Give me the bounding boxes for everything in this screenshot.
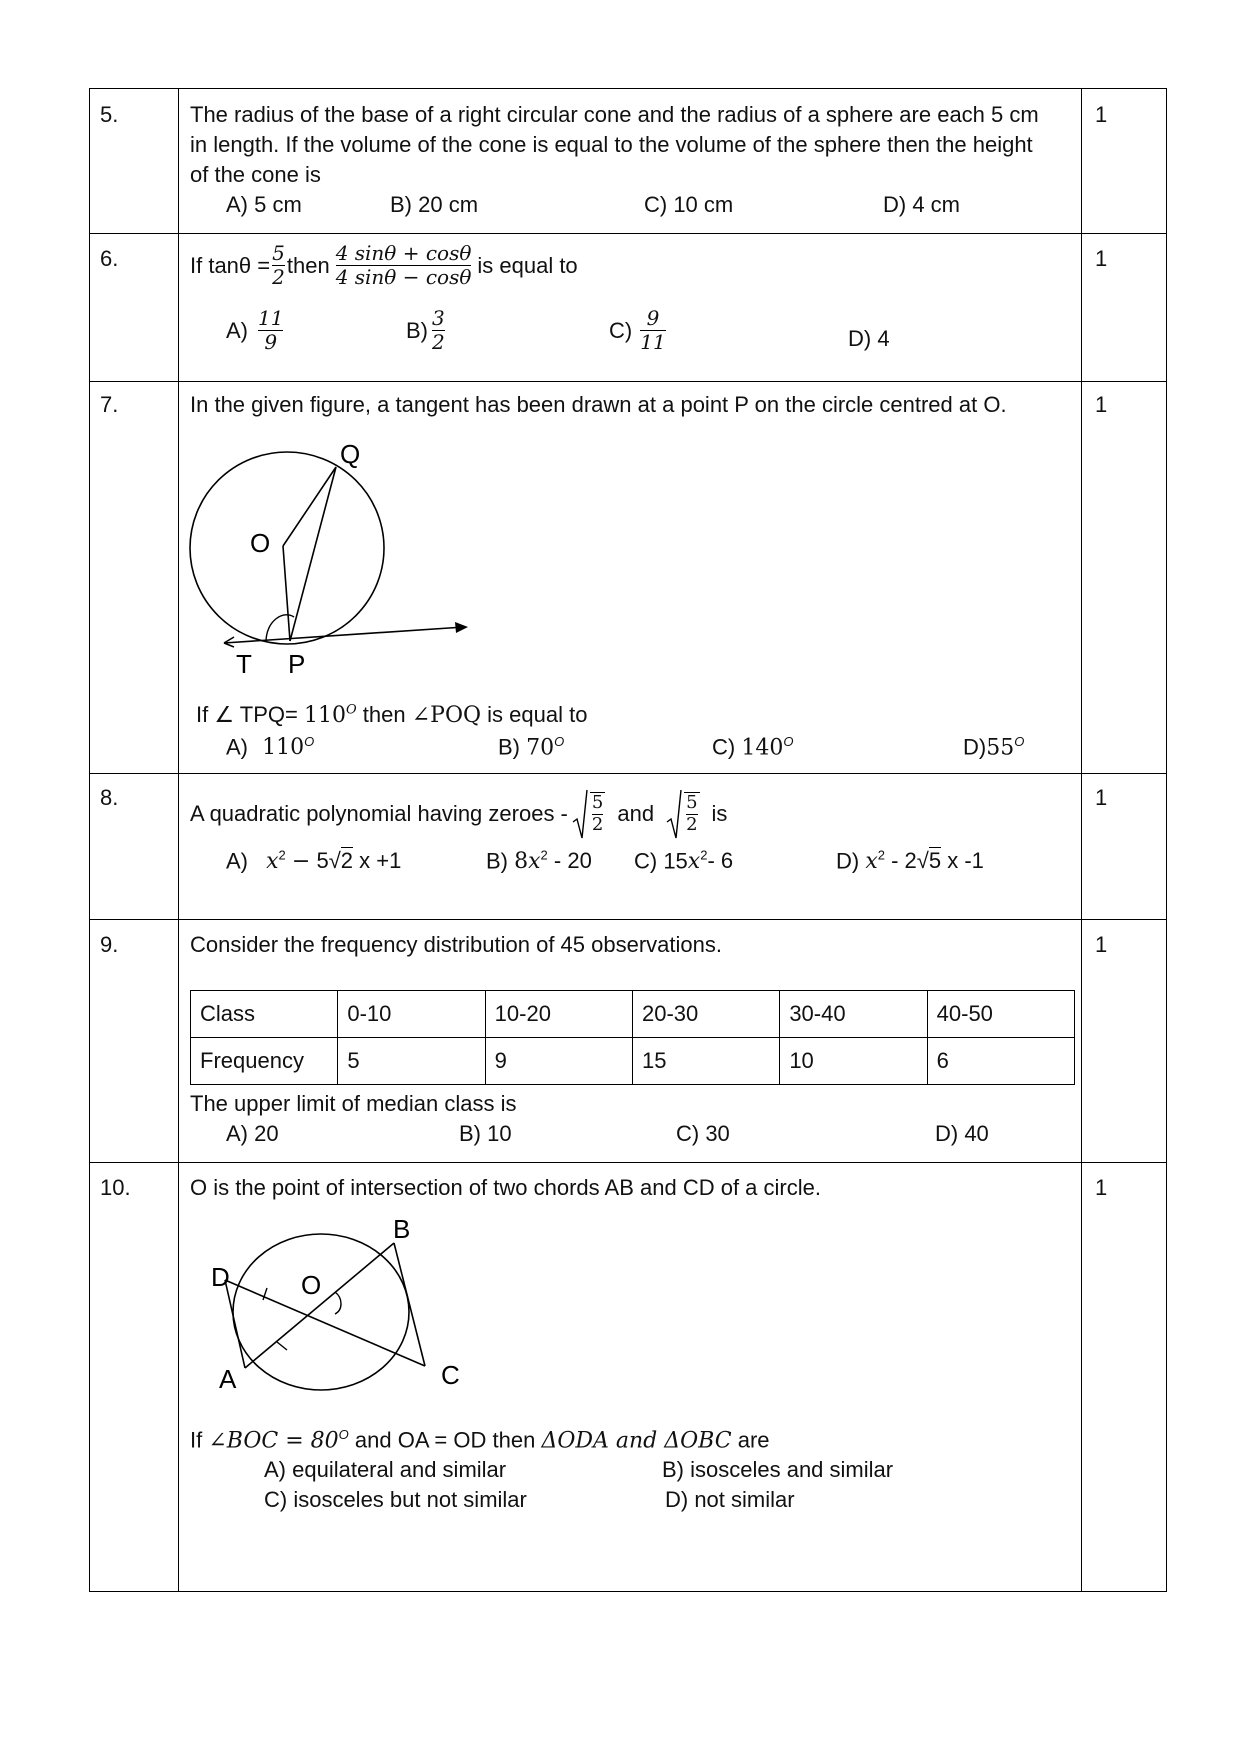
option-label: A) bbox=[226, 848, 248, 874]
option-label: D) bbox=[963, 734, 987, 760]
question-text: The upper limit of median class is bbox=[190, 1091, 517, 1116]
question-stem bbox=[196, 702, 587, 728]
stem-is: is bbox=[711, 801, 728, 826]
numerator: 5 bbox=[591, 792, 604, 814]
label-d: D bbox=[211, 1262, 230, 1292]
label-q: Q bbox=[340, 439, 361, 469]
option-expression: $x^2-$ 6 bbox=[687, 848, 734, 875]
option-label: D) bbox=[836, 848, 860, 874]
option-b: B) isosceles and similar bbox=[662, 1457, 894, 1482]
denominator: 2 bbox=[686, 814, 698, 835]
stem-prefix: If ∠ TPQ= bbox=[196, 702, 298, 727]
table-cell: 0-10 bbox=[338, 991, 485, 1038]
question-number: 7. bbox=[100, 392, 119, 417]
segment-oq bbox=[283, 467, 336, 546]
stem-then: then bbox=[286, 252, 330, 278]
stem-suffix: is equal to bbox=[487, 702, 588, 727]
question-number: 5. bbox=[100, 102, 119, 127]
table-cell: 5 bbox=[338, 1038, 485, 1085]
stem-are: are bbox=[737, 1427, 770, 1453]
option-expression: $x^2 - 5√2$ x +1 bbox=[266, 848, 402, 875]
denominator: 2 bbox=[272, 265, 285, 289]
stem-tail: is equal to bbox=[477, 252, 578, 278]
marks: 1 bbox=[1095, 1175, 1108, 1200]
table-cell: 9 bbox=[485, 1038, 632, 1085]
option-fraction bbox=[258, 307, 283, 354]
table-cell: 10 bbox=[780, 1038, 927, 1085]
question-number: 9. bbox=[100, 932, 119, 957]
stem-prefix: A quadratic polynomial having zeroes - bbox=[190, 801, 568, 826]
angle-name: ∠POQ bbox=[411, 703, 482, 728]
table-cell: 20-30 bbox=[632, 991, 779, 1038]
option-label: C) bbox=[609, 317, 633, 343]
radicand bbox=[684, 792, 699, 835]
tick-mark bbox=[277, 1342, 287, 1350]
table-cell: 10-20 bbox=[485, 991, 632, 1038]
numerator: 5 bbox=[686, 792, 698, 814]
value: 110 bbox=[303, 703, 346, 728]
numerator: 3 bbox=[432, 306, 445, 330]
table-cell: 6 bbox=[927, 1038, 1074, 1085]
denominator: 4 sinθ − cosθ bbox=[335, 265, 472, 289]
angle-value bbox=[304, 703, 357, 728]
label-t: T bbox=[236, 649, 252, 679]
label-o: O bbox=[301, 1270, 322, 1300]
table-cell: Class bbox=[191, 991, 338, 1038]
degree-mark: O bbox=[304, 734, 315, 749]
denominator: 2 bbox=[591, 814, 604, 835]
option-d: D) 40 bbox=[935, 1121, 989, 1146]
table-row bbox=[191, 1038, 1075, 1085]
label-b: B bbox=[393, 1214, 411, 1244]
label-a: A bbox=[219, 1364, 237, 1394]
frequency-table bbox=[190, 990, 1075, 1085]
stem-if: If bbox=[190, 1427, 203, 1453]
option-b bbox=[486, 848, 592, 874]
option-d bbox=[963, 734, 1024, 760]
chords-figure bbox=[195, 1210, 460, 1394]
circle bbox=[233, 1234, 409, 1390]
angle-arc bbox=[335, 1292, 341, 1314]
option-label: B) bbox=[498, 734, 520, 760]
row-divider bbox=[90, 773, 1166, 774]
option-b bbox=[498, 734, 564, 760]
denominator: 9 bbox=[264, 330, 278, 354]
question-text: Consider the frequency distribution of 45 observations. bbox=[190, 932, 722, 957]
marks: 1 bbox=[1095, 785, 1108, 810]
table-cell: Frequency bbox=[191, 1038, 338, 1085]
degree-mark: O bbox=[345, 702, 357, 718]
option-d bbox=[836, 848, 984, 874]
table-cell: 40-50 bbox=[927, 991, 1074, 1038]
column-divider bbox=[178, 89, 179, 1591]
option-expression: $8x^2 - 20$ bbox=[514, 848, 592, 875]
option-c: C) 10 cm bbox=[644, 192, 734, 217]
label-p: P bbox=[288, 649, 306, 679]
chord-ab bbox=[245, 1243, 394, 1368]
segment-op bbox=[283, 546, 290, 641]
arrow-head-icon bbox=[455, 622, 468, 633]
option-value: 140 bbox=[741, 735, 784, 761]
option-expression: $x^2 - 2√5$ x -1 bbox=[865, 848, 984, 875]
sqrt-icon bbox=[666, 788, 682, 840]
triangles: ΔODA and ΔOBC bbox=[541, 1428, 732, 1454]
table-row bbox=[191, 991, 1075, 1038]
table-cell: 30-40 bbox=[780, 991, 927, 1038]
numerator: 5 bbox=[272, 241, 285, 265]
question-text: O is the point of intersection of two chords AB and CD of a circle. bbox=[190, 1175, 821, 1200]
question-text: of the cone is bbox=[190, 162, 321, 187]
option-label: C) bbox=[712, 734, 736, 760]
question-number: 8. bbox=[100, 785, 119, 810]
option-c bbox=[609, 307, 668, 354]
column-divider bbox=[1081, 89, 1082, 1591]
segment-pq bbox=[290, 467, 336, 641]
option-label: A) bbox=[226, 734, 248, 760]
question-stem bbox=[190, 788, 727, 840]
option-b: B) 10 bbox=[459, 1121, 512, 1146]
row-divider bbox=[90, 233, 1166, 234]
option-d: D) 4 bbox=[848, 326, 890, 351]
marks: 1 bbox=[1095, 392, 1108, 417]
stem-and: and bbox=[617, 801, 655, 826]
stem-if: If tanθ = bbox=[190, 252, 271, 278]
row-divider bbox=[90, 1162, 1166, 1163]
option-label: A) bbox=[226, 317, 248, 343]
option-a: A) 20 bbox=[226, 1121, 279, 1146]
row-divider bbox=[90, 381, 1166, 382]
expression-fraction bbox=[336, 242, 472, 289]
numerator: 11 bbox=[258, 306, 284, 330]
radicand bbox=[590, 792, 605, 835]
marks: 1 bbox=[1095, 102, 1108, 127]
option-label: C) 15 bbox=[634, 848, 688, 874]
sqrt-fraction bbox=[666, 788, 701, 840]
option-fraction bbox=[432, 307, 445, 354]
degree-mark: O bbox=[783, 734, 794, 749]
question-number: 10. bbox=[100, 1175, 131, 1200]
label-c: C bbox=[441, 1360, 460, 1390]
option-fraction bbox=[640, 307, 665, 354]
option-a bbox=[226, 848, 401, 874]
tangent-line bbox=[224, 627, 464, 643]
degree-mark: O bbox=[1014, 734, 1025, 749]
option-a: A) 5 cm bbox=[226, 192, 302, 217]
label-o: O bbox=[250, 528, 271, 558]
option-b: B) 20 cm bbox=[390, 192, 479, 217]
option-value: 55 bbox=[986, 735, 1015, 761]
option-c bbox=[634, 848, 733, 874]
stem-and: and OA = OD then bbox=[354, 1427, 536, 1453]
tan-fraction bbox=[272, 242, 285, 289]
question-text: in length. If the volume of the cone is equal to the volume of the sphere then the height bbox=[190, 132, 1033, 157]
marks: 1 bbox=[1095, 932, 1108, 957]
option-value: 70 bbox=[526, 735, 555, 761]
question-text: In the given figure, a tangent has been drawn at a point P on the circle centred at O. bbox=[190, 392, 1007, 417]
question-number: 6. bbox=[100, 246, 119, 271]
question-stem bbox=[190, 242, 578, 289]
option-b bbox=[406, 307, 447, 354]
table-cell: 15 bbox=[632, 1038, 779, 1085]
degree-mark: O bbox=[554, 734, 565, 749]
denominator: 11 bbox=[640, 330, 666, 354]
option-value: 110 bbox=[262, 735, 305, 761]
sqrt-icon bbox=[572, 788, 588, 840]
numerator: 4 sinθ + cosθ bbox=[335, 241, 472, 265]
option-d: D) not similar bbox=[665, 1487, 795, 1512]
denominator: 2 bbox=[432, 330, 445, 354]
option-a bbox=[226, 307, 285, 354]
option-c bbox=[712, 734, 793, 760]
chord-dc bbox=[225, 1280, 425, 1366]
numerator: 9 bbox=[646, 306, 660, 330]
degree-mark: O bbox=[338, 1427, 349, 1442]
marks: 1 bbox=[1095, 246, 1108, 271]
option-d: D) 4 cm bbox=[883, 192, 960, 217]
option-label: B) bbox=[486, 848, 508, 874]
option-label: B) bbox=[406, 317, 428, 343]
question-stem bbox=[190, 1427, 770, 1453]
option-c: C) 30 bbox=[676, 1121, 730, 1146]
question-text: The radius of the base of a right circular cone and the radius of a sphere are each 5 cm bbox=[190, 102, 1039, 127]
stem-then: then bbox=[362, 702, 406, 727]
option-c: C) isosceles but not similar bbox=[264, 1487, 527, 1512]
option-a: A) equilateral and similar bbox=[264, 1457, 507, 1482]
row-divider bbox=[90, 919, 1166, 920]
angle-expression: ∠BOC = 80 bbox=[208, 1428, 339, 1454]
tangent-circle-figure bbox=[180, 430, 500, 680]
sqrt-fraction bbox=[572, 788, 607, 840]
option-a bbox=[226, 734, 314, 760]
